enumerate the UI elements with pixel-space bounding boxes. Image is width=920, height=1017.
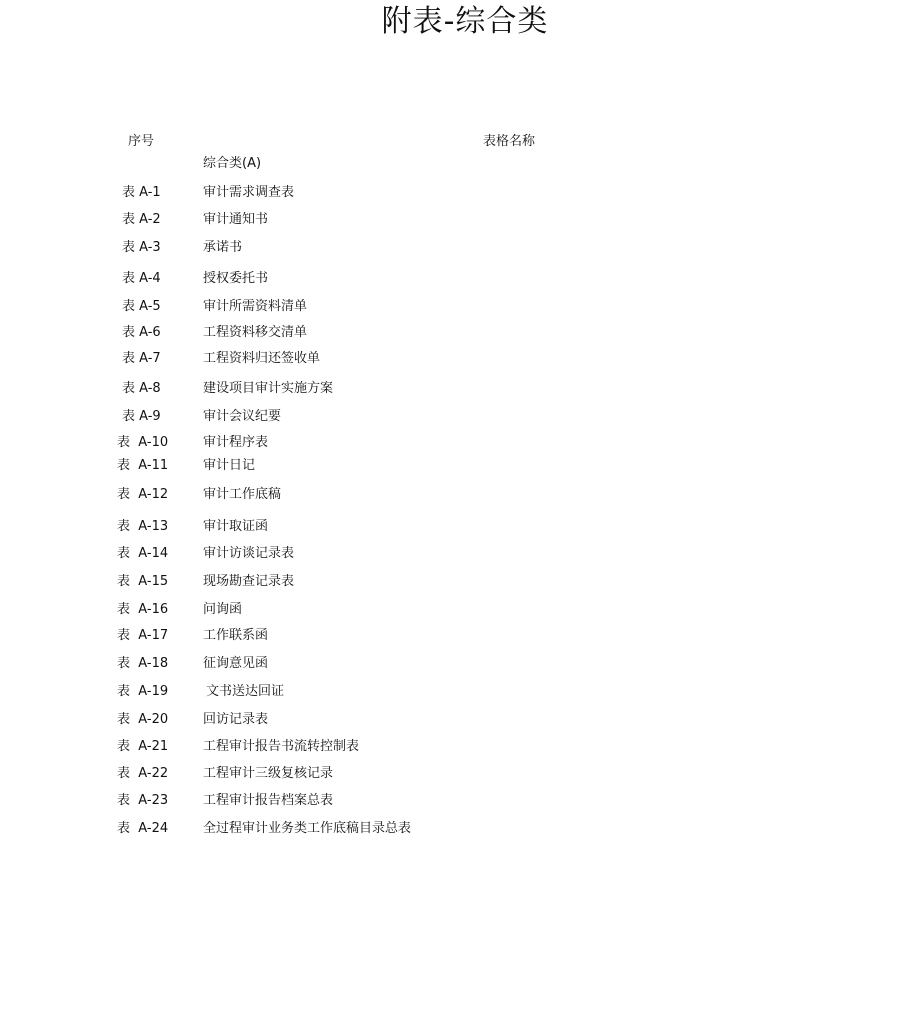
row-number: 表 A-2	[122, 212, 161, 227]
table-row	[0, 545, 920, 563]
table-row	[0, 792, 920, 810]
row-number: 表 A-18	[117, 656, 169, 671]
row-number: 表 A-4	[122, 271, 161, 286]
row-number: 表 A-16	[117, 602, 169, 617]
row-name: 审计程序表	[203, 435, 269, 450]
row-name: 全过程审计业务类工作底稿目录总表	[203, 821, 412, 836]
row-number: 表 A-14	[117, 546, 169, 561]
column-header-no: 序号	[128, 134, 155, 149]
row-number: 表 A-10	[117, 435, 169, 450]
table-row	[0, 765, 920, 783]
table-row	[0, 738, 920, 756]
row-number: 表 A-1	[122, 185, 161, 200]
row-name: 承诺书	[203, 240, 243, 255]
section-label: 综合类(A)	[203, 156, 262, 171]
row-name: 工作联系函	[203, 628, 269, 643]
row-name: 工程资料归还签收单	[203, 351, 321, 366]
row-name: 审计会议纪要	[203, 409, 282, 424]
table-row	[0, 184, 920, 202]
row-number: 表 A-24	[117, 821, 169, 836]
table-row	[0, 298, 920, 316]
row-name: 现场勘查记录表	[203, 574, 295, 589]
table-row	[0, 239, 920, 257]
table-row	[0, 457, 920, 475]
row-number: 表 A-20	[117, 712, 169, 727]
row-name: 工程审计报告档案总表	[203, 793, 334, 808]
row-number: 表 A-7	[122, 351, 161, 366]
page-title: 附表-综合类	[381, 4, 549, 39]
row-name: 授权委托书	[203, 271, 269, 286]
row-name: 工程资料移交清单	[203, 325, 308, 340]
table-row	[0, 655, 920, 673]
row-name: 工程审计三级复核记录	[203, 766, 334, 781]
table-row	[0, 270, 920, 288]
row-number: 表 A-5	[122, 299, 161, 314]
table-row	[0, 573, 920, 591]
row-name: 文书送达回证	[206, 684, 285, 699]
row-number: 表 A-21	[117, 739, 169, 754]
row-number: 表 A-19	[117, 684, 169, 699]
table-row	[0, 380, 920, 398]
table-row	[0, 518, 920, 536]
row-name: 审计所需资料清单	[203, 299, 308, 314]
row-number: 表 A-11	[117, 458, 169, 473]
column-header-name: 表格名称	[483, 134, 536, 149]
row-number: 表 A-9	[122, 409, 161, 424]
row-name: 审计工作底稿	[203, 487, 282, 502]
row-name: 建设项目审计实施方案	[203, 381, 334, 396]
row-name: 审计日记	[203, 458, 256, 473]
row-name: 征询意见函	[203, 656, 269, 671]
table-row	[0, 211, 920, 229]
row-name: 审计通知书	[203, 212, 269, 227]
row-number: 表 A-12	[117, 487, 169, 502]
row-name: 回访记录表	[203, 712, 269, 727]
row-name: 审计访谈记录表	[203, 546, 295, 561]
row-name: 问询函	[203, 602, 243, 617]
table-row	[0, 324, 920, 342]
table-row	[0, 683, 920, 701]
row-name: 工程审计报告书流转控制表	[203, 739, 360, 754]
row-number: 表 A-15	[117, 574, 169, 589]
row-name: 审计取证函	[203, 519, 269, 534]
row-number: 表 A-6	[122, 325, 161, 340]
row-number: 表 A-3	[122, 240, 161, 255]
table-row	[0, 434, 920, 452]
row-number: 表 A-22	[117, 766, 169, 781]
row-number: 表 A-13	[117, 519, 169, 534]
table-row	[0, 408, 920, 426]
row-number: 表 A-8	[122, 381, 161, 396]
row-name: 审计需求调查表	[203, 185, 295, 200]
row-number: 表 A-23	[117, 793, 169, 808]
table-row	[0, 486, 920, 504]
row-number: 表 A-17	[117, 628, 169, 643]
table-row	[0, 601, 920, 619]
table-row	[0, 820, 920, 838]
table-row	[0, 350, 920, 368]
table-row	[0, 711, 920, 729]
table-row	[0, 627, 920, 645]
